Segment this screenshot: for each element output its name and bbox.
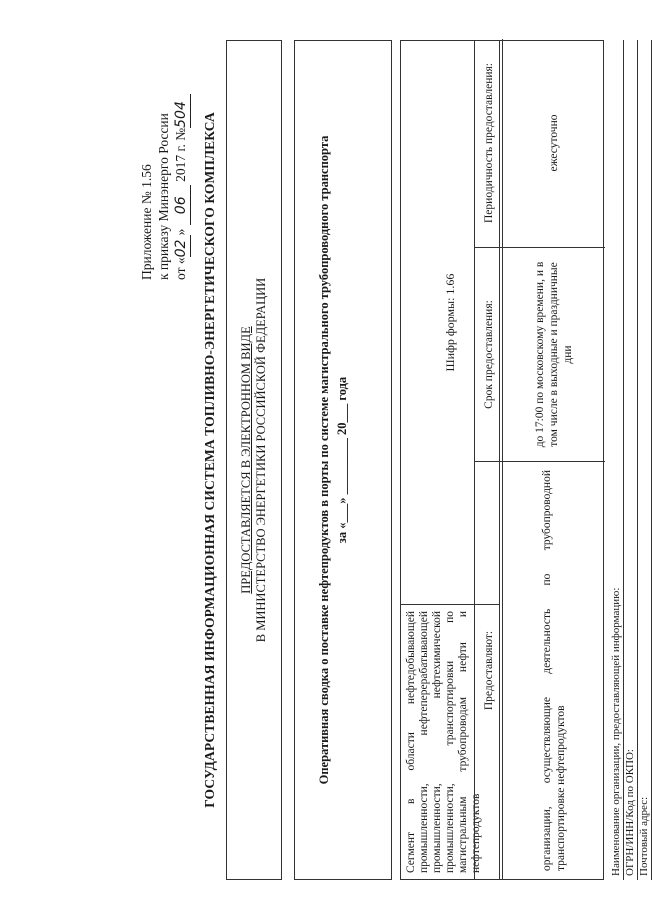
submission-notice-line2: В МИНИСТЕРСТВО ЭНЕРГЕТИКИ РОССИЙСКОЙ ФЕДЕРАЦИИ — [254, 277, 268, 643]
form-code: Шифр формы: 1.66 — [442, 273, 457, 372]
appendix-date-line: от «02» 06 2017 г. №504 — [172, 40, 191, 280]
table-cell-providers: организации, осуществляющие деятельность по трубопроводной транспортировке нефтепродуктов — [503, 461, 605, 879]
submission-notice-box — [226, 40, 282, 880]
date-day-handwritten: 02 — [173, 235, 191, 257]
org-ids-field[interactable]: ОГРН/ИНН/Код по ОКПО: — [624, 40, 638, 880]
org-name-field[interactable]: Наименование организации, предоставляющей информацию: — [610, 40, 624, 880]
organization-fields — [610, 40, 652, 880]
report-title-box — [294, 40, 392, 880]
submission-terms-table — [474, 40, 604, 880]
table-cell-frequency: ежесуточно — [548, 114, 560, 172]
table-header-deadline: Срок предоставления: — [475, 247, 503, 461]
report-period: за «___» _________ 20___ года — [335, 376, 349, 544]
table-cell-deadline: до 17:00 по московскому времени, и в том числе в выходные и праздничные дни — [503, 247, 605, 461]
appendix-number: Приложение № 1.56 — [139, 164, 154, 280]
rotated-form-sheet — [138, 40, 650, 880]
org-address-field[interactable]: Почтовый адрес: — [638, 40, 652, 880]
submission-notice-line1: ПРЕДОСТАВЛЯЕТСЯ В ЭЛЕКТРОННОМ ВИДЕ — [239, 326, 253, 594]
appendix-order-ref: к приказу Минэнерго России — [156, 113, 171, 280]
appendix-header — [138, 40, 191, 280]
segment-description: Сегмент в области нефтедобывающей промышленности, нефтеперерабатывающей промышленности, нефтехимической промышленности, транспортировки по магистральным трубопроводам нефти и нефтепродуктов — [401, 604, 499, 879]
order-number-handwritten: 504 — [173, 94, 191, 128]
table-header-frequency: Периодичность предоставления: — [475, 39, 503, 247]
date-month-handwritten: 06 — [173, 185, 191, 225]
report-title: Оперативная сводка о поставке нефтепродуктов в порты по системе магистрального трубопроводного транспорта — [317, 135, 331, 785]
page-title: ГОСУДАРСТВЕННАЯ ИНФОРМАЦИОННАЯ СИСТЕМА ТОПЛИВНО-ЭНЕРГЕТИЧЕСКОГО КОМПЛЕКСА — [202, 112, 217, 808]
table-header-providers: Предоставляют: — [475, 461, 503, 879]
